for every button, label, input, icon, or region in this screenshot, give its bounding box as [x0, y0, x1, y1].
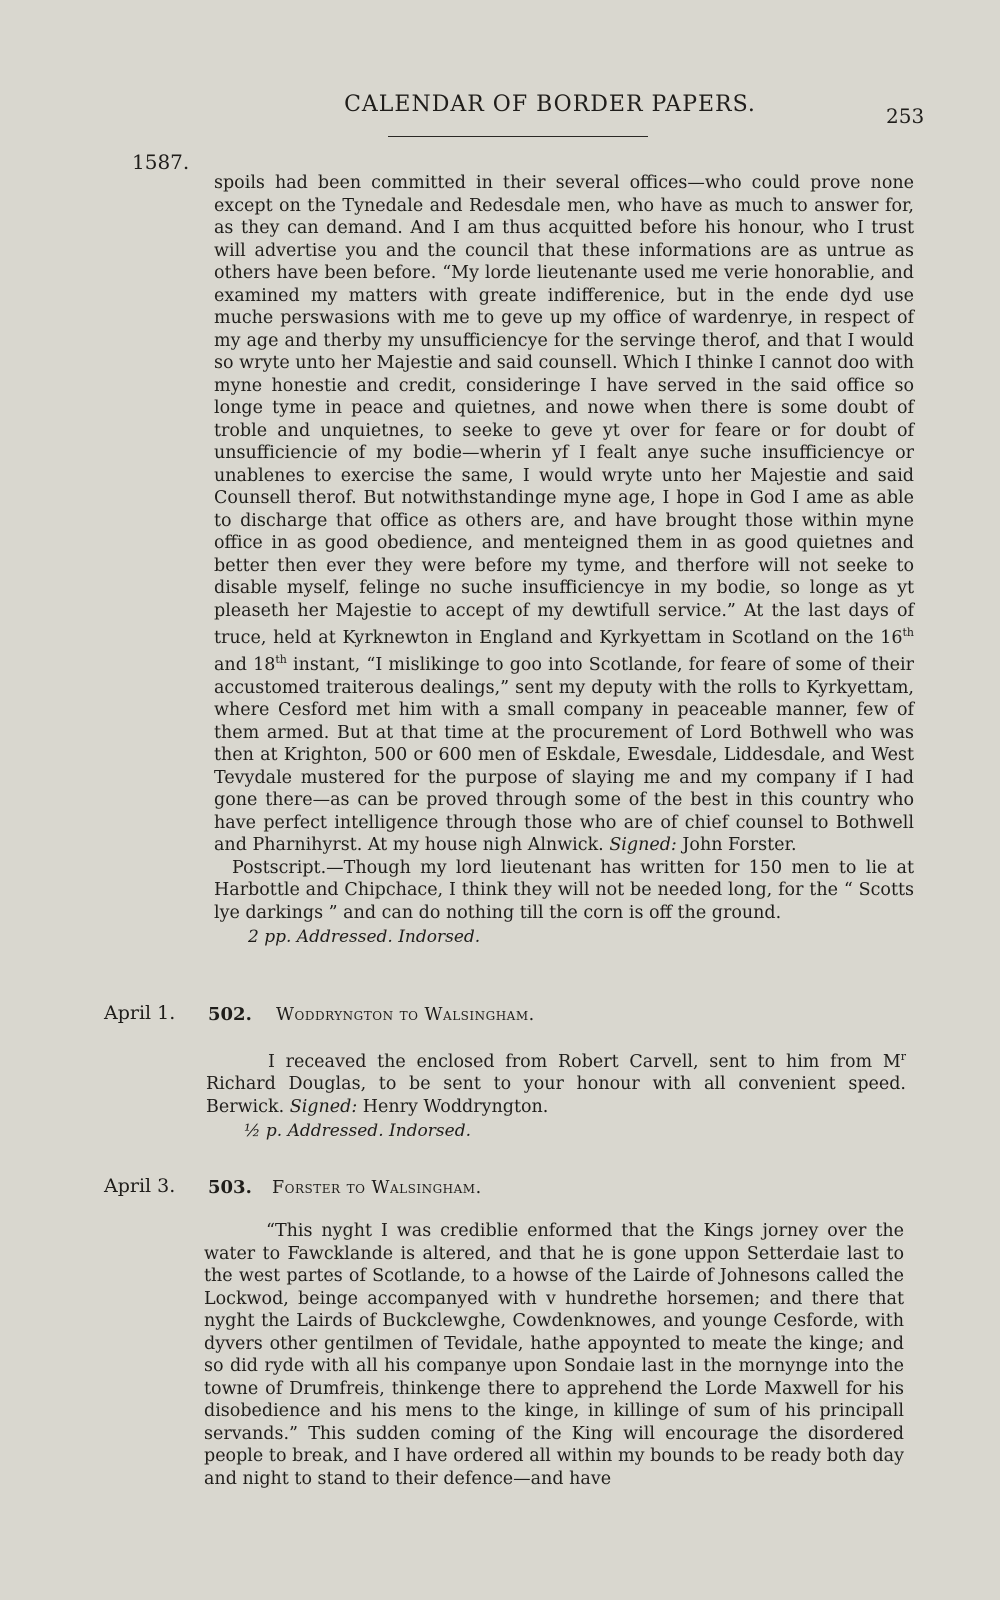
page-number: 253 — [886, 104, 925, 128]
physical-description-note: ½ p. Addressed. Indorsed. — [244, 1121, 471, 1142]
entry-date: April 1. — [104, 1002, 176, 1024]
header-rule — [388, 136, 648, 137]
paragraph-text: instant, “I mislikinge to goo into Scotlande, for feare of some of their accustomed traiterous dealings,” sent my deputy with the rolls to Kyrkyettam, where Cesford met him with a small company in peaceable manner, few of them armed. But at that time at the procurement of Lord Bothwell who was then at Krighton, 500 or 600 men of Eskdale, Ewesdale, Liddesdale, and West Tevydale mustered for the purpose of slaying me and my company if I had gone there—as can be proved through some of the best in this country who have perfect intelligence through those who are of chief counsel to Bothwell and Pharnihyrst. At my house nigh Alnwick. — [214, 655, 914, 856]
paragraph-text: I receaved the enclosed from Robert Carvell, sent to him from M — [268, 1051, 901, 1072]
paragraph-text: and 18 — [214, 655, 276, 676]
entry-title: Forster to Walsingham. — [272, 1178, 482, 1198]
running-header-title: CALENDAR OF BORDER PAPERS. — [344, 92, 756, 117]
continued-paragraph — [214, 172, 914, 857]
signed-label: Signed: — [289, 1096, 358, 1117]
entry-paragraph: “This nyght I was crediblie enformed that the Kings jorney over the water to Fawcklande is altered, and that he is gone uppon Setterdaie last to the west partes of Scotlande, to a howse of the Lairde of Johnesons called the Lockwod, beinge accompanyed with v hundrethe horsemen; and there that nyght the Lairds of Buckclewghe, Cowdenknowes, and younge Cesforde, with dyvers other gentilmen of Tevidale, hathe appoynted to meate the kinge; and so did ryde with all his companye upon Sondaie last in the mornynge into the towne of Drumfreis, thinkenge there to apprehend the Lorde Maxwell for his disobedience and his mens to the kinge, in killinge of sum of his principall servands.” This sudden coming of the King will encourage the disordered people to break, and I have ordered all within my bounds to be ready both day and night to stand to their defence—and have — [204, 1221, 904, 1489]
signed-name: Henry Woddryngton. — [357, 1096, 549, 1117]
entry-date: April 3. — [104, 1175, 176, 1197]
entry-title: Woddryngton to Walsingham. — [276, 1005, 535, 1025]
entry-502-text — [206, 1046, 906, 1143]
paragraph-text: spoils had been committed in their several offices—who could prove none except on the Tynedale and Redesdale men, who have as much to answer for, as they can demand. And I am thus acquitted before his honour, who I trust will advertise you and the council that these informations are as untrue as others have been before. “My lorde lieutenante used me verie honorablie, and examined my matters with greate indifferenice, but in the ende dyd use muche perswasions with me to geve up my office of wardenrye, in respect of my age and therby my unsufficiencye for the servinge therof, and that I would so wryte unto her Majestie and said counsell. Which I thinke I cannot doo with myne honestie and credit, consideringe I have served in the said office so longe tyme in peace and quietnes, and nowe when there is some doubt of troble and unquietnes, to seeke to geve yt over for feare or for doubt of unsufficiencie of my bodie—wherin yf I fealt anye suche insufficiencye or unablenes to exercise the same, I would wryte unto her Majestie and said Counsell therof. But notwithstandinge myne age, I hope in God I ame as able to discharge that office as others are, and have brought those within myne office in as good obedience, and menteigned them in as good quietnes and better then ever they were before my tyme, and therfore will not seeke to disable myself, felinge no suche insufficiencye in my bodie, so longe as yt pleaseth her Majestie to accept of my dewtifull service.” At the last days of truce, held at Kyrknewton in England and Kyrkyettam in Scotland on the 16 — [214, 173, 914, 648]
entry-number: 503. — [208, 1177, 252, 1198]
physical-description-note: 2 pp. Addressed. Indorsed. — [248, 927, 481, 948]
entry-number: 502. — [208, 1004, 252, 1025]
entry-paragraph — [206, 1046, 906, 1118]
postscript-paragraph: Postscript.—Though my lord lieutenant has written for 150 men to lie at Harbottle and Chipchace, I think they will not be needed long, for the “ Scotts lye darkings ” and can do nothing till the corn is off the ground. — [214, 857, 914, 923]
superscript: th — [902, 626, 914, 639]
paragraph-text: Richard Douglas, to be sent to your honour with all convenient speed. Berwick. — [206, 1074, 906, 1117]
entry-503-text — [204, 1220, 904, 1490]
superscript: r — [900, 1050, 906, 1063]
signed-label: Signed: — [609, 835, 677, 856]
signed-name: John Forster. — [676, 835, 797, 856]
continued-entry-text — [214, 172, 914, 949]
superscript: th — [275, 653, 287, 667]
margin-year: 1587. — [132, 150, 190, 174]
